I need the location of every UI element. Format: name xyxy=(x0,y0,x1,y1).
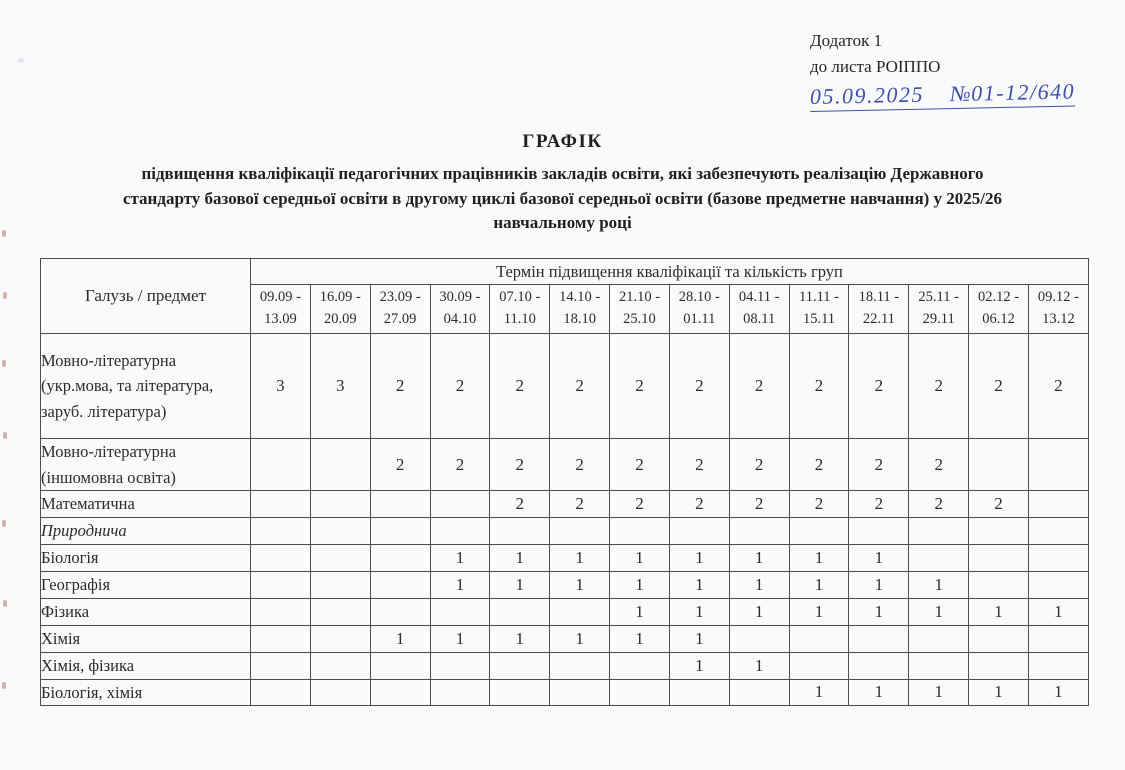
group-count-cell: 1 xyxy=(669,545,729,572)
group-count-cell xyxy=(310,626,370,653)
schedule-table-container xyxy=(40,258,1089,706)
group-count-cell: 2 xyxy=(610,491,670,518)
group-count-cell xyxy=(370,599,430,626)
group-count-cell: 1 xyxy=(969,599,1029,626)
table-row xyxy=(41,679,1089,706)
group-count-cell xyxy=(310,545,370,572)
row-label: Хімія, фізика xyxy=(41,653,251,680)
group-count-cell: 2 xyxy=(1028,334,1088,439)
group-count-cell: 1 xyxy=(1028,679,1088,706)
group-count-cell: 2 xyxy=(909,439,969,491)
group-count-cell xyxy=(310,439,370,491)
group-count-cell: 1 xyxy=(490,545,550,572)
group-count-cell: 1 xyxy=(550,545,610,572)
group-count-cell: 2 xyxy=(430,334,490,439)
group-count-cell xyxy=(251,518,311,545)
group-count-cell: 3 xyxy=(310,334,370,439)
group-count-cell: 1 xyxy=(789,572,849,599)
group-count-cell xyxy=(789,626,849,653)
group-count-cell: 1 xyxy=(610,599,670,626)
group-count-cell: 2 xyxy=(909,334,969,439)
group-count-cell: 1 xyxy=(669,626,729,653)
group-count-cell xyxy=(1028,491,1088,518)
table-row xyxy=(41,572,1089,599)
group-count-cell: 2 xyxy=(969,334,1029,439)
group-count-cell xyxy=(610,518,670,545)
scan-artifact xyxy=(2,360,6,367)
group-count-cell: 1 xyxy=(849,679,909,706)
scan-artifact xyxy=(18,58,24,63)
group-count-cell xyxy=(310,518,370,545)
group-count-cell: 1 xyxy=(729,599,789,626)
group-count-cell: 2 xyxy=(550,491,610,518)
group-count-cell: 2 xyxy=(789,334,849,439)
group-count-cell xyxy=(729,518,789,545)
group-count-cell: 2 xyxy=(669,491,729,518)
group-count-cell xyxy=(550,679,610,706)
group-count-cell: 1 xyxy=(550,572,610,599)
schedule-table xyxy=(40,258,1089,706)
group-count-cell xyxy=(251,599,311,626)
group-count-cell: 1 xyxy=(669,572,729,599)
scan-artifact xyxy=(3,432,7,439)
group-count-cell: 1 xyxy=(669,599,729,626)
group-count-cell: 2 xyxy=(969,491,1029,518)
subtitle-line: стандарту базової середньої освіти в другому циклі базової середньої освіти (базове предметне навчання) у 2025/26 xyxy=(122,188,1003,208)
group-count-cell: 1 xyxy=(849,545,909,572)
group-count-cell xyxy=(969,545,1029,572)
handwritten-date: 05.09.2025 xyxy=(810,81,951,112)
column-header-week-11: 18.11 - 22.11 xyxy=(849,285,909,334)
group-count-cell xyxy=(370,572,430,599)
group-count-cell xyxy=(969,626,1029,653)
group-count-cell: 1 xyxy=(490,572,550,599)
group-count-cell xyxy=(370,491,430,518)
scan-artifact xyxy=(2,520,6,527)
group-count-cell xyxy=(490,518,550,545)
column-header-week-7: 21.10 - 25.10 xyxy=(610,285,670,334)
group-count-cell xyxy=(1028,545,1088,572)
group-count-cell: 3 xyxy=(251,334,311,439)
group-count-cell xyxy=(310,491,370,518)
group-count-cell: 1 xyxy=(430,626,490,653)
table-row xyxy=(41,626,1089,653)
group-count-cell: 2 xyxy=(669,439,729,491)
group-count-cell xyxy=(251,679,311,706)
group-count-cell: 1 xyxy=(490,626,550,653)
group-count-cell: 1 xyxy=(729,572,789,599)
group-count-cell xyxy=(969,518,1029,545)
group-count-cell xyxy=(789,518,849,545)
group-count-cell xyxy=(909,626,969,653)
group-count-cell xyxy=(310,653,370,680)
column-header-week-10: 11.11 - 15.11 xyxy=(789,285,849,334)
group-count-cell xyxy=(729,679,789,706)
group-count-cell xyxy=(370,545,430,572)
letter-reference-label: до листа РОІППО xyxy=(810,57,941,76)
group-count-cell: 1 xyxy=(789,599,849,626)
group-count-cell: 2 xyxy=(729,334,789,439)
appendix-label: Додаток 1 xyxy=(810,31,883,50)
group-count-cell: 1 xyxy=(669,653,729,680)
group-count-cell: 1 xyxy=(789,679,849,706)
group-count-cell: 1 xyxy=(370,626,430,653)
group-count-cell: 1 xyxy=(610,572,670,599)
group-count-cell: 1 xyxy=(789,545,849,572)
column-header-week-1: 09.09 - 13.09 xyxy=(251,285,311,334)
group-count-cell: 2 xyxy=(849,439,909,491)
group-count-cell xyxy=(310,679,370,706)
table-row xyxy=(41,518,1089,545)
group-count-cell: 2 xyxy=(610,334,670,439)
scan-artifact xyxy=(2,682,6,689)
group-count-cell xyxy=(969,439,1029,491)
group-count-cell: 2 xyxy=(909,491,969,518)
group-count-cell: 1 xyxy=(969,679,1029,706)
group-count-cell xyxy=(370,518,430,545)
group-count-cell: 2 xyxy=(370,439,430,491)
group-count-cell: 2 xyxy=(610,439,670,491)
group-count-cell: 2 xyxy=(550,439,610,491)
group-count-cell xyxy=(849,518,909,545)
column-header-week-6: 14.10 - 18.10 xyxy=(550,285,610,334)
table-row xyxy=(41,491,1089,518)
group-count-cell: 2 xyxy=(490,491,550,518)
group-count-cell xyxy=(849,653,909,680)
group-count-cell xyxy=(251,439,311,491)
column-header-week-14: 09.12 - 13.12 xyxy=(1028,285,1088,334)
table-row xyxy=(41,599,1089,626)
group-count-cell: 1 xyxy=(610,626,670,653)
group-count-cell: 1 xyxy=(610,545,670,572)
group-count-cell xyxy=(1028,626,1088,653)
group-count-cell xyxy=(550,518,610,545)
column-header-subject: Галузь / предмет xyxy=(41,259,251,334)
table-group-header: Термін підвищення кваліфікації та кількість груп xyxy=(251,259,1089,285)
group-count-cell xyxy=(1028,518,1088,545)
handwritten-line xyxy=(810,78,1076,112)
group-count-cell xyxy=(1028,572,1088,599)
page-title: ГРАФІК xyxy=(522,131,603,152)
group-count-cell xyxy=(430,518,490,545)
group-count-cell xyxy=(430,491,490,518)
subtitle-line: підвищення кваліфікації педагогічних працівників закладів освіти, які забезпечують реалізацію Державного xyxy=(141,164,984,183)
group-count-cell: 1 xyxy=(430,545,490,572)
row-label: Біологія, хімія xyxy=(41,679,251,706)
group-count-cell xyxy=(490,679,550,706)
group-count-cell xyxy=(310,572,370,599)
group-count-cell: 2 xyxy=(490,334,550,439)
group-count-cell xyxy=(430,599,490,626)
page-subtitle xyxy=(0,162,1125,236)
group-count-cell xyxy=(849,626,909,653)
group-count-cell xyxy=(789,653,849,680)
column-header-week-8: 28.10 - 01.11 xyxy=(669,285,729,334)
group-count-cell xyxy=(909,545,969,572)
group-count-cell xyxy=(251,653,311,680)
group-count-cell: 1 xyxy=(909,679,969,706)
column-header-week-12: 25.11 - 29.11 xyxy=(909,285,969,334)
group-count-cell xyxy=(969,572,1029,599)
group-count-cell: 1 xyxy=(909,599,969,626)
row-label: Природнича xyxy=(41,518,251,545)
column-header-week-3: 23.09 - 27.09 xyxy=(370,285,430,334)
group-count-cell xyxy=(1028,653,1088,680)
group-count-cell xyxy=(310,599,370,626)
table-row xyxy=(41,545,1089,572)
group-count-cell xyxy=(729,626,789,653)
row-label: Математична xyxy=(41,491,251,518)
group-count-cell xyxy=(669,518,729,545)
row-label: Хімія xyxy=(41,626,251,653)
group-count-cell: 2 xyxy=(729,491,789,518)
group-count-cell xyxy=(1028,439,1088,491)
group-count-cell xyxy=(251,491,311,518)
scan-artifact xyxy=(2,230,6,237)
group-count-cell xyxy=(909,653,969,680)
handwritten-number: 01-12/640 xyxy=(970,78,1076,106)
group-count-cell xyxy=(430,679,490,706)
group-count-cell: 2 xyxy=(729,439,789,491)
table-row xyxy=(41,334,1089,439)
number-sign: № xyxy=(949,80,972,107)
group-count-cell xyxy=(490,653,550,680)
group-count-cell: 2 xyxy=(669,334,729,439)
group-count-cell: 2 xyxy=(789,439,849,491)
group-count-cell: 1 xyxy=(729,545,789,572)
group-count-cell: 2 xyxy=(789,491,849,518)
group-count-cell: 2 xyxy=(849,491,909,518)
group-count-cell: 1 xyxy=(550,626,610,653)
group-count-cell xyxy=(251,545,311,572)
row-label: Мовно-літературна (укр.мова, та література, заруб. література) xyxy=(41,334,251,439)
subtitle-line: навчальному році xyxy=(493,213,632,232)
group-count-cell: 2 xyxy=(370,334,430,439)
group-count-cell: 1 xyxy=(729,653,789,680)
group-count-cell: 2 xyxy=(490,439,550,491)
column-header-week-5: 07.10 - 11.10 xyxy=(490,285,550,334)
column-header-week-2: 16.09 - 20.09 xyxy=(310,285,370,334)
column-header-week-13: 02.12 - 06.12 xyxy=(969,285,1029,334)
group-count-cell: 1 xyxy=(849,599,909,626)
group-count-cell xyxy=(550,653,610,680)
group-count-cell: 1 xyxy=(1028,599,1088,626)
table-row xyxy=(41,653,1089,680)
group-count-cell xyxy=(370,653,430,680)
group-count-cell xyxy=(251,572,311,599)
group-count-cell xyxy=(430,653,490,680)
group-count-cell: 1 xyxy=(909,572,969,599)
group-count-cell xyxy=(550,599,610,626)
group-count-cell xyxy=(669,679,729,706)
row-label: Фізика xyxy=(41,599,251,626)
group-count-cell xyxy=(969,653,1029,680)
group-count-cell: 2 xyxy=(430,439,490,491)
column-header-week-9: 04.11 - 08.11 xyxy=(729,285,789,334)
column-header-week-4: 30.09 - 04.10 xyxy=(430,285,490,334)
group-count-cell xyxy=(490,599,550,626)
row-label: Біологія xyxy=(41,545,251,572)
group-count-cell: 2 xyxy=(550,334,610,439)
row-label: Географія xyxy=(41,572,251,599)
letterhead xyxy=(810,28,1075,112)
row-label: Мовно-літературна (іншомовна освіта) xyxy=(41,439,251,491)
group-count-cell xyxy=(370,679,430,706)
table-row xyxy=(41,439,1089,491)
group-count-cell: 1 xyxy=(430,572,490,599)
group-count-cell: 2 xyxy=(849,334,909,439)
group-count-cell: 1 xyxy=(849,572,909,599)
group-count-cell xyxy=(610,653,670,680)
group-count-cell xyxy=(610,679,670,706)
group-count-cell xyxy=(251,626,311,653)
group-count-cell xyxy=(909,518,969,545)
scan-artifact xyxy=(3,600,7,607)
scan-artifact xyxy=(3,292,7,299)
